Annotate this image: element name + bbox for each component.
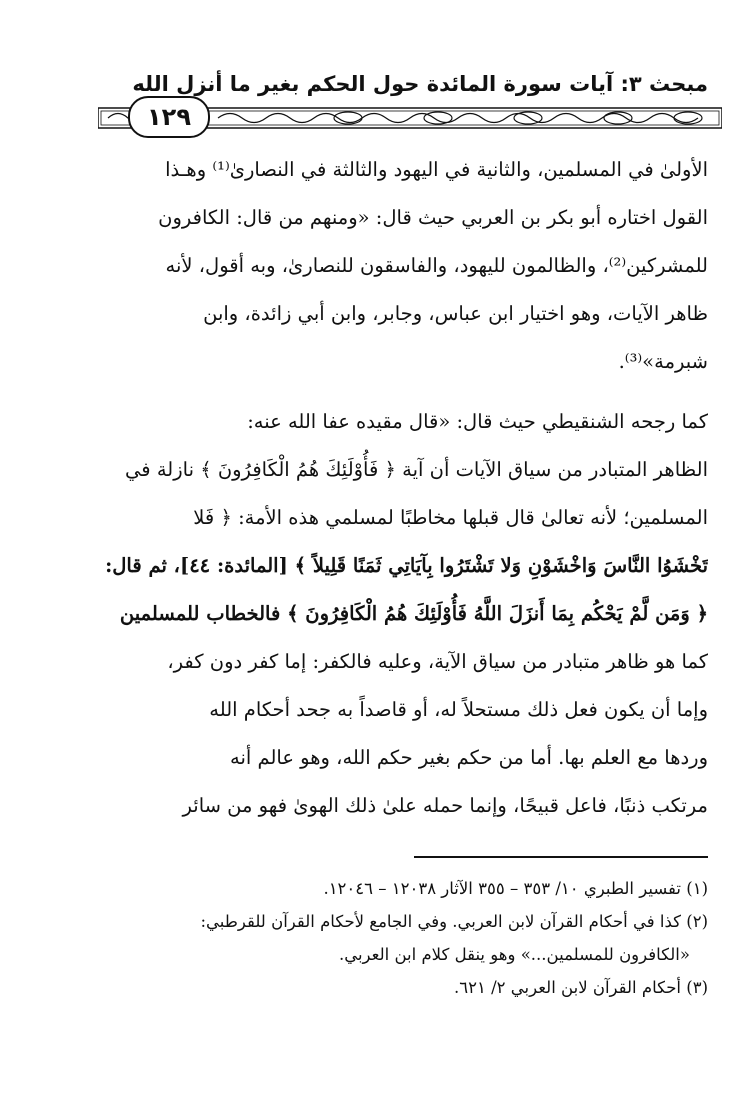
body-line: الأولىٰ في المسلمين، والثانية في اليهود والثالثة في النصارىٰ⁽¹⁾ وهـذا (165, 158, 708, 181)
body-line-quran: ﴿ وَمَن لَّمْ يَحْكُم بِمَا أَنزَلَ اللَّهُ فَأُوْلَئِكَ هُمُ الْكَافِرُونَ ﴾ فالخطاب للمسلمين (119, 602, 708, 625)
footnote-separator (414, 856, 708, 858)
main-body-text (96, 146, 708, 830)
body-line: وردها مع العلم بها. أما من حكم بغير حكم الله، وهو عالم أنه (229, 746, 708, 769)
body-line: كما رجحه الشنقيطي حيث قال: «قال مقيده عفا الله عنه: (247, 410, 708, 433)
footnote-2: (٢) كذا في أحكام القرآن لابن العربي. وفي الجامع لأحكام القرآن للقرطبي: (200, 912, 708, 931)
footnote-3: (٣) أحكام القرآن لابن العربي ٢/ ٦٢١. (454, 978, 708, 997)
body-line: مرتكب ذنبًا، فاعل قبيحًا، وإنما حمله علىٰ ذلك الهوىٰ فهو من سائر (182, 794, 708, 817)
body-line: وإما أن يكون فعل ذلك مستحلاً له، أو قاصداً به جحد أحكام الله (209, 698, 708, 721)
body-line: الظاهر المتبادر من سياق الآيات أن آية ﴿ فَأُوْلَئِكَ هُمُ الْكَافِرُونَ ﴾ نازلة في (125, 458, 708, 481)
running-header-title: مبحث ٣: آيات سورة المائدة حول الحكم بغير ما أنزل الله (132, 72, 708, 96)
body-line: المسلمين؛ لأنه تعالىٰ قال قبلها مخاطبًا لمسلمي هذه الأمة: ﴿ فَلا (193, 506, 708, 529)
body-line: ظاهر الآيات، وهو اختيار ابن عباس، وجابر، وابن أبي زائدة، وابن (203, 302, 708, 325)
body-line: للمشركين⁽²⁾، والظالمون لليهود، والفاسقون للنصارىٰ، وبه أقول، لأنه (165, 254, 708, 277)
footnote-1: (١) تفسير الطبري ١٠/ ٣٥٣ – ٣٥٥ الآثار ١٢٠٣٨ – ١٢٠٤٦. (323, 879, 708, 898)
body-line: القول اختاره أبو بكر بن العربي حيث قال: «ومنهم من قال: الكافرون (158, 206, 708, 229)
body-line: كما هو ظاهر متبادر من سياق الآية، وعليه فالكفر: إما كفر دون كفر، (167, 650, 708, 673)
body-line: شبرمة»⁽³⁾. (618, 350, 708, 373)
footnotes (96, 872, 708, 1004)
page-number-badge: ١٢٩ (128, 96, 210, 138)
body-line-quran: تَخْشَوُا النَّاسَ وَاخْشَوْنِ وَلا تَشْتَرُوا بِآيَاتِي ثَمَنًا قَلِيلاً ﴾ [المائدة: ٤٤]، ثم قال: (105, 554, 708, 577)
footnote-2-continued: «الكافرون للمسلمين...» وهو ينقل كلام ابن العربي. (338, 945, 690, 964)
